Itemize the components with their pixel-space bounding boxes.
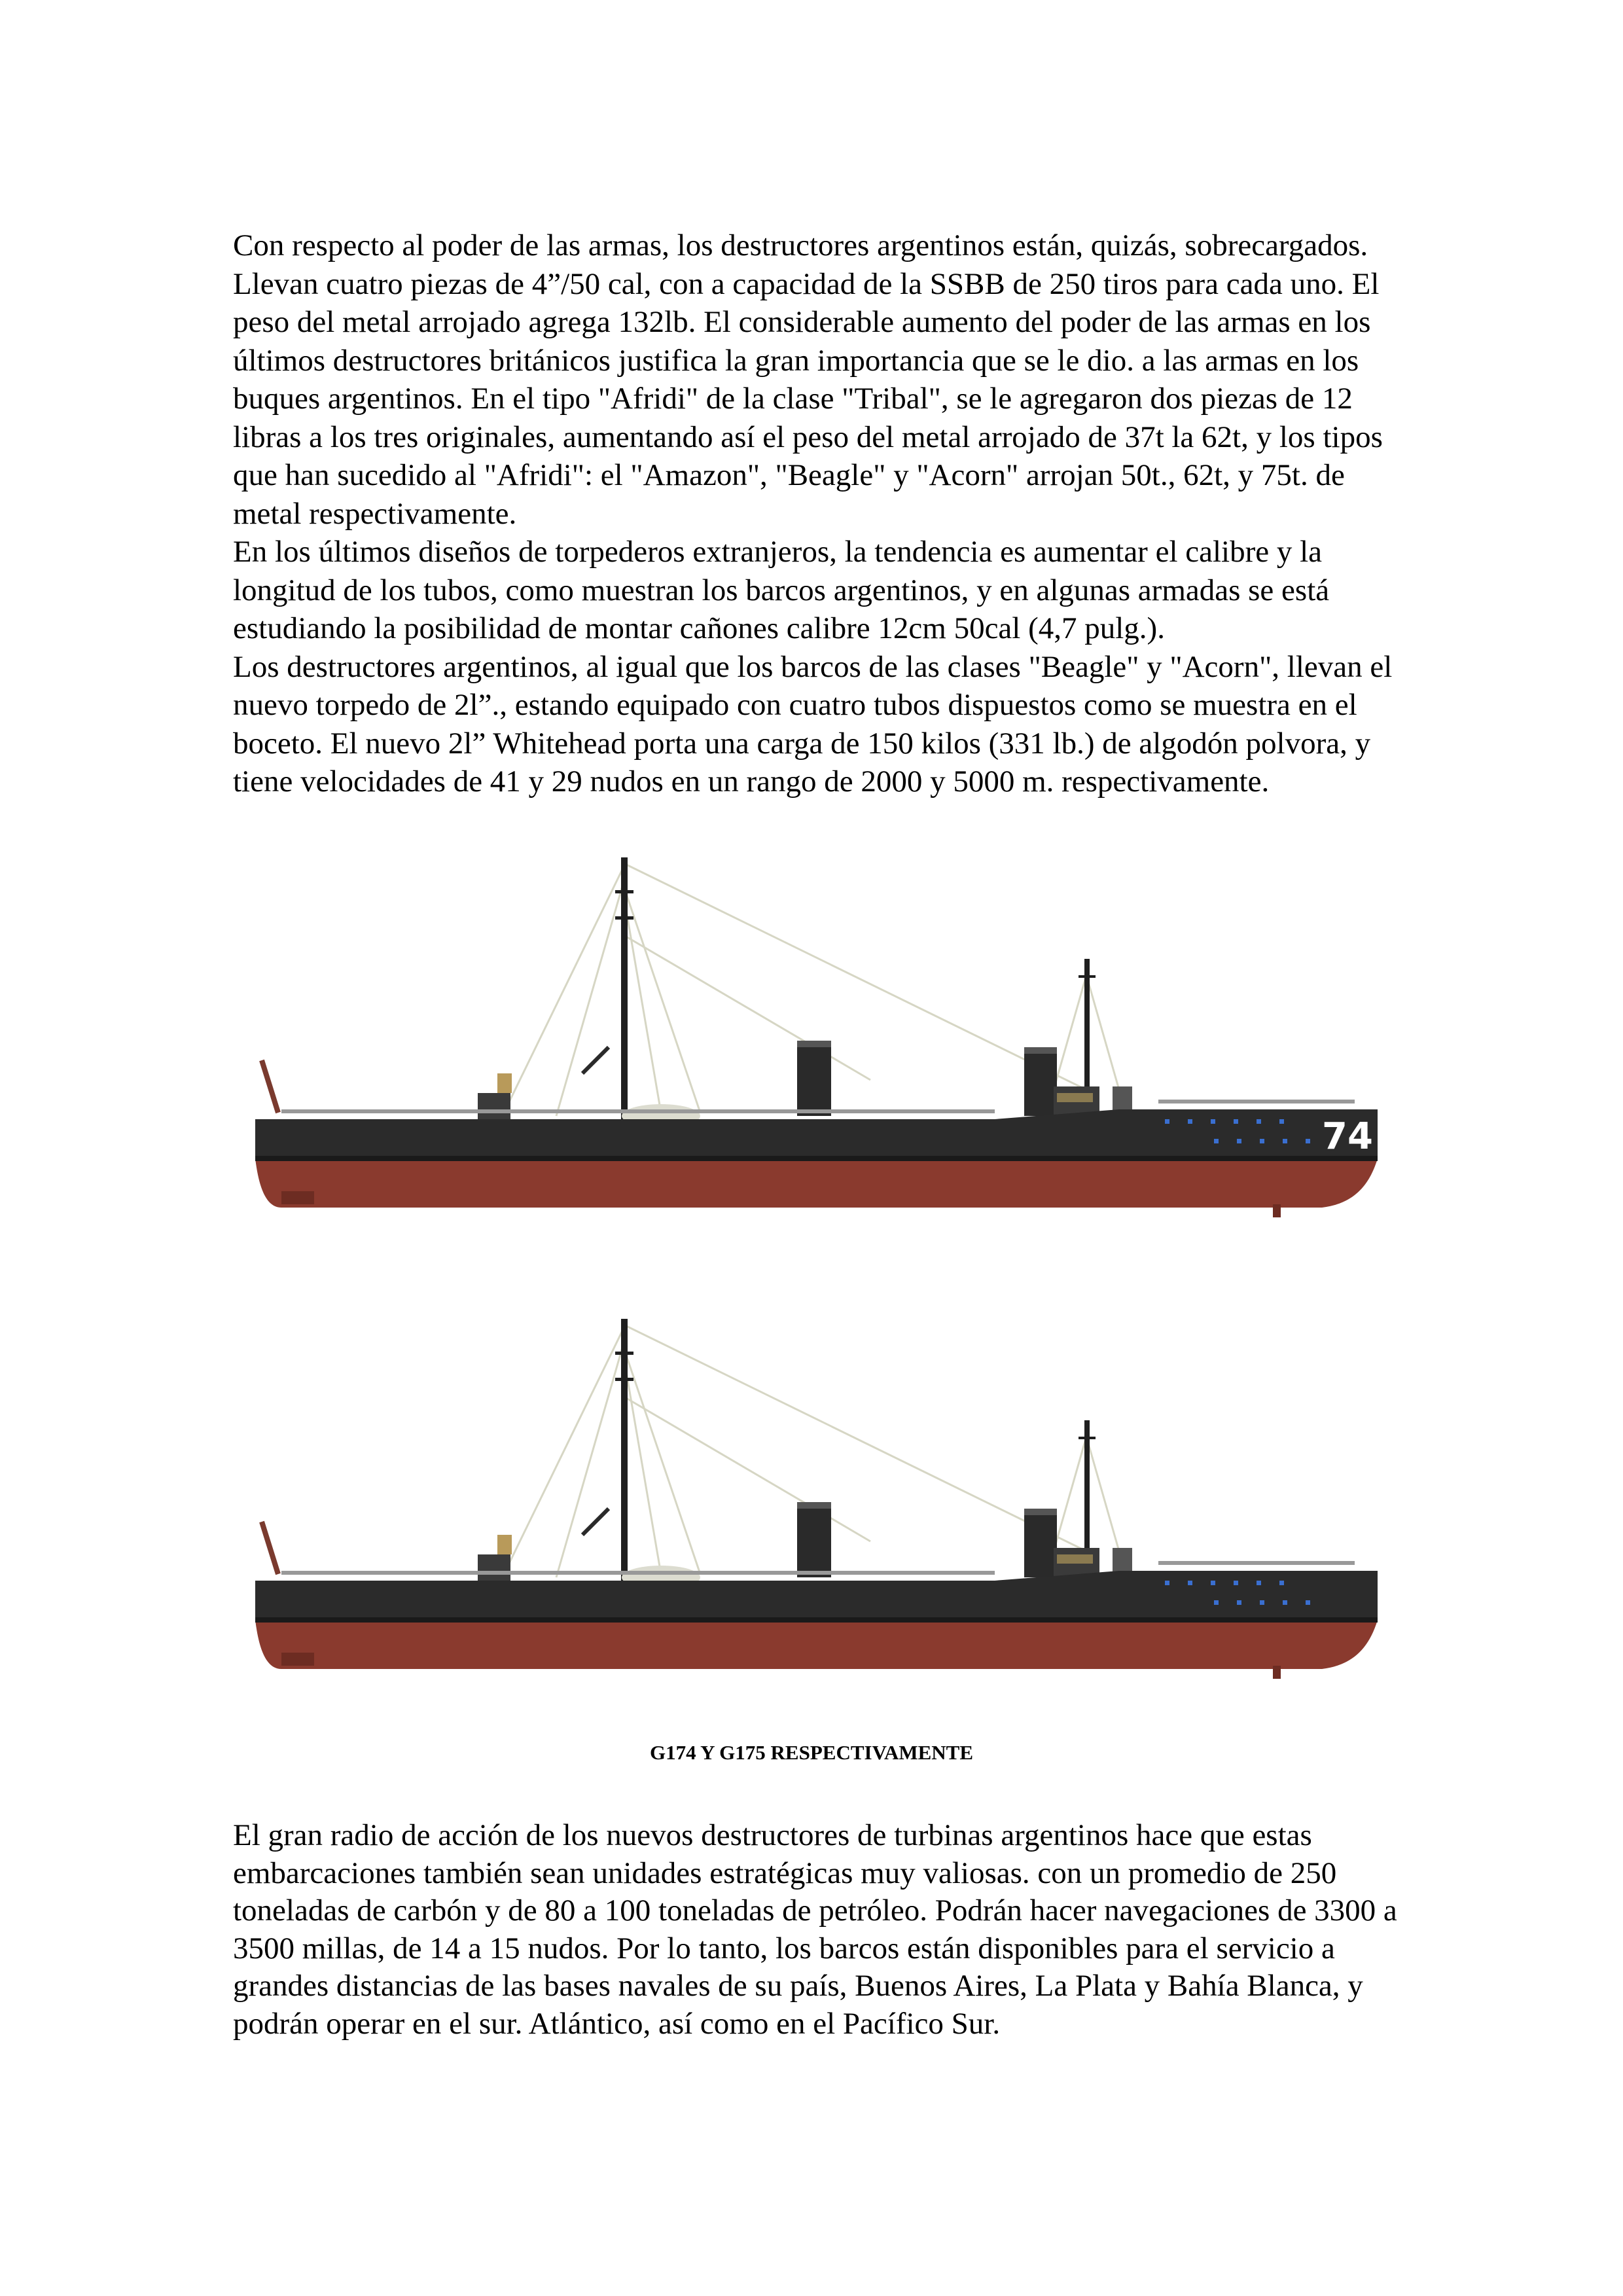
paragraph-armament-part-1: Con respecto al poder de las armas, los destructores argentinos están, quizás, sobrecargados. Llevan cuatro piezas de 4”/50 cal, con a capacidad de la SSBB de 250 tiros para cada uno. El peso del metal arrojado agrega 132lb. El considerable aumento del poder de las armas en los últimos destructores británicos justifica la gran importancia que se le dio. a las armas en los buques argentinos. En el tipo "Afridi" de la clase "Tribal", se le agregaron dos piezas de 12 libras a los tres originales, aumentando así el peso del metal arrojado de 37t la 62t, y los tipos que han sucedido al "Afridi": el "Amazon", "Beagle" y "Acorn" arrojan 50t., 62t, y 75t. de metal respectivamente.	[233, 228, 1383, 531]
destroyer-illustration-g174	[242, 851, 1394, 1217]
paragraph-armament	[233, 226, 1404, 801]
paragraph-armament-part-3: Los destructores argentinos, al igual que los barcos de las clases "Beagle" y "Acorn", llevan el nuevo torpedo de 2l”., estando equipado con cuatro tubos dispuestos como se muestra en el boceto. El nuevo 2l” Whitehead porta una carga de 150 kilos (331 lb.) de algodón polvora, y tiene velocidades de 41 y 29 nudos en un rango de 2000 y 5000 m. respectivamente.	[233, 649, 1393, 798]
hull	[255, 1109, 1378, 1217]
figure-caption: G174 Y G175 RESPECTIVAMENTE	[649, 1741, 974, 1764]
funnels	[797, 1502, 1057, 1577]
hull-number: 74	[1322, 1115, 1373, 1158]
paragraph-range	[233, 1817, 1404, 2043]
paragraph-range-text: El gran radio de acción de los nuevos destructores de turbinas argentinos hace que estas embarcaciones también sean unidades estratégicas muy valiosas. con un promedio de 250 toneladas de carbón y de 80 a 100 toneladas de petróleo. Podrán hacer navegaciones de 3300 a 3500 millas, de 14 a 15 nudos. Por lo tanto, los barcos están disponibles para el servicio a grandes distancias de las bases navales de su país, Buenos Aires, La Plata y Bahía Blanca, y podrán operar en el sur. Atlántico, así como en el Pacífico Sur.	[233, 1818, 1397, 2041]
hull	[255, 1571, 1378, 1679]
paragraph-armament-part-2: En los últimos diseños de torpederos extranjeros, la tendencia es aumentar el calibre y la longitud de los tubos, como muestran los barcos argentinos, y en algunas armadas se está estudiando la posibilidad de montar cañones calibre 12cm 50cal (4,7 pulg.).	[233, 535, 1330, 645]
destroyer-illustration-g175	[242, 1312, 1394, 1679]
funnels	[797, 1041, 1057, 1116]
